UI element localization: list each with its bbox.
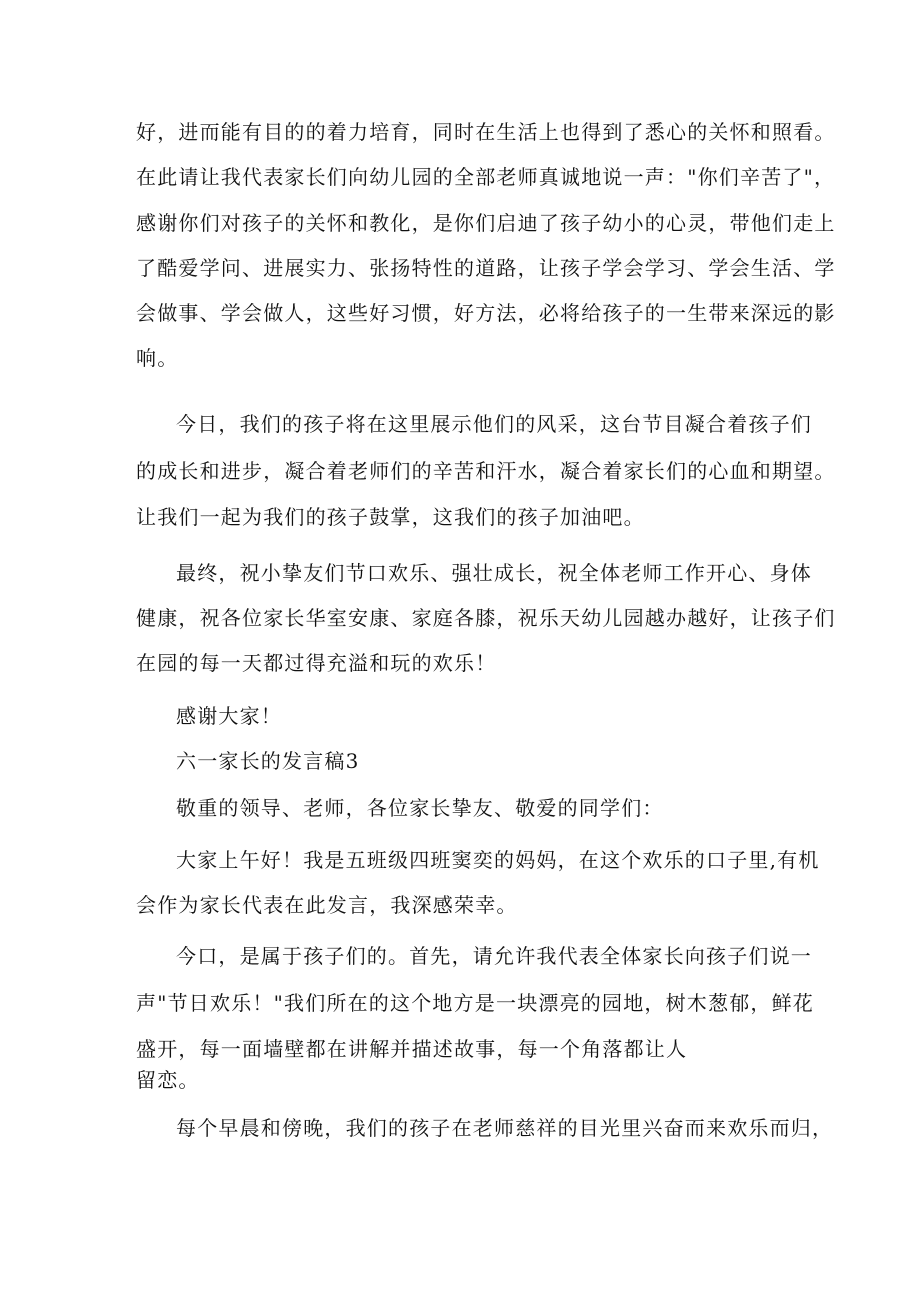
paragraph-line: 每个早晨和傍晚，我们的孩子在老师慈祥的目光里兴奋而来欢乐而归， [176, 1116, 834, 1140]
closing-line: 感谢大家！ [176, 704, 282, 728]
paragraph-line: 感谢你们对孩子的关怀和教化，是你们启迪了孩子幼小的心灵，带他们走上 [136, 211, 836, 235]
paragraph-line: 声"节日欢乐！"我们所在的这个地方是一块漂亮的园地，树木葱郁，鲜花 [136, 991, 814, 1015]
paragraph-line: 最终，祝小挚友们节口欢乐、强壮成长，祝全体老师工作开心、身体 [176, 561, 812, 585]
paragraph-line: 的成长和进步，凝合着老师们的辛苦和汗水，凝合着家长们的心血和期望。 [136, 459, 836, 483]
paragraph-line: 在园的每一天都过得充溢和玩的欢乐！ [136, 651, 497, 675]
paragraph-line: 让我们一起为我们的孩子鼓掌，这我们的孩子加油吧。 [136, 505, 645, 529]
paragraph-line: 大家上午好！我是五班级四班窦奕的妈妈，在这个欢乐的口子里,有机 [176, 848, 820, 872]
paragraph-line: 了酷爱学问、进展实力、张扬特性的道路，让孩子学会学习、学会生活、学 [136, 256, 836, 280]
paragraph-line: 响。 [136, 346, 179, 370]
paragraph-line: 今口，是属于孩子们的。首先，请允许我代表全体家长向孩子们说一 [176, 944, 812, 968]
paragraph-line: 盛开，每一面墙壁都在讲解并描述故事，每一个角落都让人 [136, 1037, 688, 1061]
paragraph-line: 好，进而能有目的的着力培育，同时在生活上也得到了悉心的关怀和照看。 [136, 120, 836, 144]
paragraph-line: 在此请让我代表家长们向幼儿园的全部老师真诚地说一声："你们辛苦了"， [136, 165, 836, 189]
paragraph-line: 今日，我们的孩子将在这里展示他们的风采，这台节目凝合着孩子们 [176, 412, 812, 436]
paragraph-line: 会作为家长代表在此发言，我深感荣幸。 [136, 893, 518, 917]
paragraph-line: 会做事、学会做人，这些好习惯，好方法，必将给孩子的一生带来深远的影 [136, 301, 836, 325]
paragraph-line: 健康，祝各位家长华室安康、家庭各膝，祝乐天幼儿园越办越好，让孩子们 [136, 606, 836, 630]
salutation-line: 敬重的领导、老师，各位家长挚友、敬爱的同学们： [176, 796, 664, 820]
section-title: 六一家长的发言稿3 [176, 749, 360, 773]
paragraph-line: 留恋。 [136, 1068, 200, 1092]
